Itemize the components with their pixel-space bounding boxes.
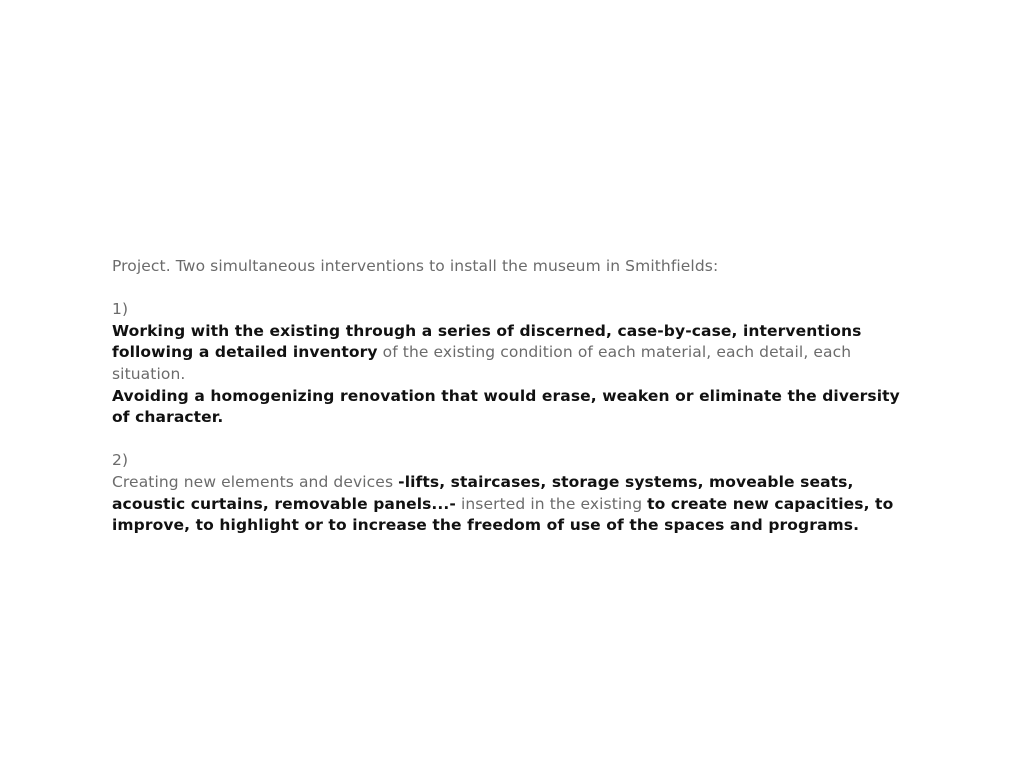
spacer (112, 429, 912, 451)
project-text (112, 256, 912, 537)
section-1-bold-text: Working with the existing through a series of discerned, case-by-case, interventions following a detailed inventory (112, 321, 862, 362)
section-2-light-text-b: inserted in the existing (455, 494, 648, 513)
intro-line: Project. Two simultaneous interventions to install the museum in Smithfields: (112, 257, 719, 275)
section-2-bold-text-b: to create new capacities, to improve, to highlight or to increase the freedom of use of the spaces and programs. (112, 494, 894, 535)
section-2-light-text-a: Creating new elements and devices (112, 472, 399, 491)
section-1-paragraph-2: Avoiding a homogenizing renovation that would erase, weaken or eliminate the diversity of character. (112, 386, 900, 427)
section-1-paragraph-1 (112, 321, 912, 386)
section-2-paragraph (112, 472, 912, 537)
section-1-light-text: of the existing condition of each material, each detail, each situation. (112, 343, 852, 383)
spacer (112, 278, 912, 300)
section-2-number: 2) (112, 451, 129, 470)
section-1-number: 1) (112, 300, 129, 319)
section-2-bold-text-a: -lifts, staircases, storage systems, moveable seats, acoustic curtains, removable panels...- (112, 472, 854, 513)
